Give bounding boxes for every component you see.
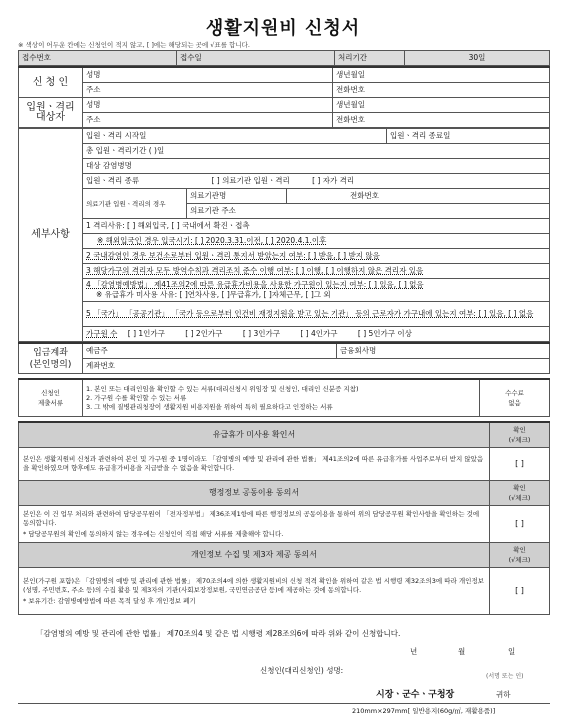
- applicant-name-label: 성명: [86, 70, 101, 79]
- receipt-table: [18, 50, 550, 66]
- attachments-list: [83, 379, 480, 417]
- financial-org-label: 금융회사명: [340, 346, 377, 355]
- section-title-privacy: 개인정보 수집 및 제3자 제공 동의서: [19, 543, 490, 568]
- privacy-note: * 보유기간: 감염병예방법에 따른 목적 달성 후 개인정보 폐기: [23, 596, 196, 605]
- section-title-admin-info: 행정정보 공동이용 동의서: [19, 481, 490, 506]
- recipient-suffix: 귀하: [496, 690, 511, 699]
- attachment-item: 3. 그 밖에 질병관리청장이 생활지원 비용지원을 위하여 특히 필요하다고 인정하는 서류: [86, 402, 333, 411]
- receipt-no-field[interactable]: [19, 51, 177, 66]
- details-label: 세부사항: [19, 129, 83, 342]
- patient-name-label: 성명: [86, 100, 101, 109]
- item-2[interactable]: [83, 249, 550, 264]
- fee-label: 수수료: [505, 389, 524, 397]
- hospital-phone-field[interactable]: [287, 189, 550, 204]
- patient-birth-field[interactable]: [333, 98, 550, 113]
- confirm-sub-label: (√체크): [508, 556, 531, 564]
- item-5[interactable]: [83, 302, 550, 327]
- account-number-label: 계좌번호: [86, 361, 115, 370]
- patient-birth-label: 생년월일: [336, 100, 365, 109]
- household-1[interactable]: [ ] 1인가구: [127, 329, 165, 338]
- process-period-label: 처리기간: [335, 51, 405, 66]
- receipt-date-field[interactable]: [177, 51, 335, 66]
- financial-org-field[interactable]: [337, 343, 550, 359]
- type-option-hospital[interactable]: [ ] 의료기관 입원ㆍ격리: [211, 176, 290, 185]
- declaration: 「감염병의 예방 및 관리에 관한 법률」 제70조의4 및 같은 법 시행령 제28조의6에 따라 위와 같이 신청합니다.: [36, 629, 401, 638]
- start-date-label: 입원ㆍ격리 시작일: [86, 131, 147, 140]
- footer-divider: [18, 703, 550, 704]
- item-1-sub-text: ※ 해외입국인 경우 입국시기: [ ] 2020.3.31.이전, [ ] 2020.4.1.이후: [97, 236, 327, 245]
- total-days-field[interactable]: 총 입원ㆍ격리기간 ( )일: [83, 144, 550, 159]
- confirm-checkbox-admin-info[interactable]: [ ]: [490, 506, 550, 543]
- item-5-text: 5 「국가」 「공공기관」 「국가 등으로부터 인건비 재정지원을 받고 있는 기관」 등의 근로자가 가구내에 있는지 여부: [ ] 있음, [ ] 없음: [86, 309, 534, 318]
- receipt-no-label: 접수번호: [22, 53, 51, 62]
- applicant-address-label: 주소: [86, 85, 101, 94]
- section-body-privacy: [19, 568, 490, 615]
- item-4-sub-text: ※ 유급휴가 미사용 사유: [ ]연차사용, [ ]무급휴가, [ ]자체근무, [ ]그 외: [96, 290, 331, 299]
- account-holder-label: 예금주: [86, 346, 108, 355]
- recipient: 시장ㆍ군수ㆍ구청장: [376, 690, 455, 700]
- household-label: 가구원 수: [86, 329, 118, 338]
- section-body-admin-info: [19, 506, 490, 543]
- applicant-table: [18, 66, 550, 128]
- paper-spec: 210mm×297mm[ 일반용지(60g/㎡, 재활용품)]: [352, 707, 496, 715]
- item-1-sub[interactable]: [83, 234, 550, 249]
- patient-label-line1: 입원ㆍ격리: [26, 101, 75, 113]
- admin-info-note: * 담당공무원의 확인에 동의하지 않는 경우에는 신청인이 직접 해당 서류를 제출해야 합니다.: [23, 529, 284, 538]
- attachment-item: 2. 가구원 수를 확인할 수 있는 서류: [86, 393, 187, 402]
- household-5[interactable]: [ ] 5인가구 이상: [357, 329, 412, 338]
- patient-phone-label: 전화번호: [336, 115, 365, 124]
- bank-label-line2: (본인명의): [29, 359, 72, 370]
- confirm-header-3: [490, 543, 550, 568]
- form-note: ※ 색상이 어두운 칸에는 신청인이 적지 않고, [ ]에는 해당되는 곳에 √표를 합니다.: [18, 41, 250, 49]
- confirm-label: 확인: [513, 426, 526, 434]
- privacy-text: 본인(가구원 포함)은 「감염병의 예방 및 관리에 관한 법률」 제70조의4에 의한 생활지원비의 신청 적격 확인을 위하여 같은 법 시행령 제32조의3에 따라 개인정보(성명, 주민번호, 주소 등)의 수집 활용 및 제3자의 기관(사회보장정보원, 국민연금공단 등)에 제공하는 것에 동의합니다.: [23, 576, 484, 594]
- date-month[interactable]: 월: [458, 647, 466, 656]
- hospital-case-label: 의료기관 입원ㆍ격리의 경우: [83, 189, 187, 219]
- confirm-label: 확인: [513, 484, 526, 492]
- hospital-name-label: 의료기관명: [190, 191, 227, 200]
- patient-label: [19, 98, 83, 128]
- confirm-header-1: [490, 422, 550, 448]
- end-date-field[interactable]: [387, 129, 550, 144]
- confirm-label: 확인: [513, 546, 526, 554]
- admin-info-text: 본인은 이 건 업무 처리와 관련하여 담당공무원이 「전자정부법」 제36조제1항에 따른 행정정보의 공동이용을 통하여 위의 담당공무원 확인사항을 확인하는 것에 동의합니다.: [23, 509, 480, 527]
- consent-table: [18, 421, 550, 615]
- confirm-sub-label: (√체크): [508, 494, 531, 502]
- confirm-header-2: [490, 481, 550, 506]
- signer-field[interactable]: 신청인(대리신청인) 성명:: [260, 666, 344, 675]
- bank-label: [19, 343, 83, 374]
- attachments-label: [19, 379, 83, 417]
- hospital-name-field[interactable]: [187, 189, 287, 204]
- fee-cell: [480, 379, 550, 417]
- start-date-field[interactable]: [83, 129, 387, 144]
- item-4[interactable]: [83, 279, 550, 302]
- receipt-date-label: 접수일: [180, 53, 202, 62]
- attachment-item: 1. 본인 또는 대리인임을 확인할 수 있는 서류(대리신청시 위임장 및 신청인, 대리인 신분증 지참): [86, 384, 359, 393]
- patient-address-label: 주소: [86, 115, 101, 124]
- household-2[interactable]: [ ] 2인가구: [185, 329, 223, 338]
- item-3-text: 3 해당가구의 격리자 모두 방역수칙과 격리조치 준수 이행 여부: [ ] 이행, [ ] 이행하지 않은 격리자 있음: [86, 266, 424, 275]
- item-3[interactable]: [83, 264, 550, 279]
- type-row: [83, 174, 550, 189]
- confirm-checkbox-privacy[interactable]: [ ]: [490, 568, 550, 615]
- patient-phone-field[interactable]: [333, 113, 550, 128]
- item-4-text: 4 「감염병예방법」 제41조의2에 따른 유급휴가비용을 사용한 가구원이 있는지 여부: [ ] 있음, [ ] 없음: [86, 280, 424, 289]
- type-label: 입원ㆍ격리 종류: [86, 176, 140, 185]
- section-title-paid-leave: 유급휴가 미사용 확인서: [19, 422, 490, 448]
- applicant-address-field[interactable]: [83, 83, 333, 98]
- date-day[interactable]: 일: [508, 647, 516, 656]
- date-year[interactable]: 년: [410, 647, 418, 656]
- end-date-label: 입원ㆍ격리 종료일: [390, 131, 451, 140]
- sign-note: (서명 또는 인): [486, 673, 524, 680]
- hospital-address-label: 의료기관 주소: [190, 206, 236, 215]
- item-2-text: 2 국내감염인 경우 보건소로부터 입원ㆍ격리 통지서 받았는지 여부: [ ] 받음, [ ] 받지 않음: [86, 251, 380, 260]
- application-form: [18, 50, 550, 615]
- applicant-birth-field[interactable]: [333, 67, 550, 83]
- attachments-table: [18, 378, 550, 417]
- household-3[interactable]: [ ] 3인가구: [242, 329, 280, 338]
- type-option-self[interactable]: [ ] 자가 격리: [312, 176, 355, 185]
- hospital-address-field[interactable]: [187, 204, 550, 219]
- household-4[interactable]: [ ] 4인가구: [300, 329, 338, 338]
- item-1-text: 1 격리사유: [ ] 해외입국, [ ] 국내에서 확진ㆍ접촉: [86, 221, 250, 230]
- patient-address-field[interactable]: [83, 113, 333, 128]
- applicant-label: 신 청 인: [19, 67, 83, 98]
- fee-value: 없음: [508, 399, 521, 407]
- confirm-sub-label: (√체크): [508, 436, 531, 444]
- details-table: [18, 128, 550, 342]
- patient-name-field[interactable]: [83, 98, 333, 113]
- section-body-paid-leave: 본인은 생활지원비 신청과 관련하여 본인 및 가구원 중 1명이라도 「감염병의 예방 및 관리에 관한 법률」 제41조의2에 따른 유급휴가를 사업주로부터 받지 않았음을 확인하였으며 향후에도 유급휴가비용을 지급받을 수 없음을 확인합니다.: [19, 448, 490, 481]
- confirm-checkbox-paid-leave[interactable]: [ ]: [490, 448, 550, 481]
- hospital-phone-label: 전화번호: [350, 191, 379, 200]
- item-1[interactable]: [83, 219, 550, 234]
- applicant-name-field[interactable]: [83, 67, 333, 83]
- bank-table: [18, 342, 550, 374]
- attachments-label-line1: 신청인: [41, 389, 60, 397]
- account-holder-field[interactable]: [83, 343, 337, 359]
- disease-field[interactable]: 대상 감염병명: [83, 159, 550, 174]
- account-number-field[interactable]: [83, 359, 550, 374]
- process-days: 30일: [405, 51, 550, 66]
- form-title: 생활지원비 신청서: [205, 18, 361, 39]
- applicant-phone-label: 전화번호: [336, 85, 365, 94]
- applicant-phone-field[interactable]: [333, 83, 550, 98]
- patient-label-line2: 대상자: [36, 111, 65, 123]
- bank-label-line1: 입금계좌: [33, 347, 68, 358]
- attachments-label-line2: 제출서류: [37, 399, 64, 407]
- household-row: [83, 327, 550, 342]
- applicant-birth-label: 생년월일: [336, 70, 365, 79]
